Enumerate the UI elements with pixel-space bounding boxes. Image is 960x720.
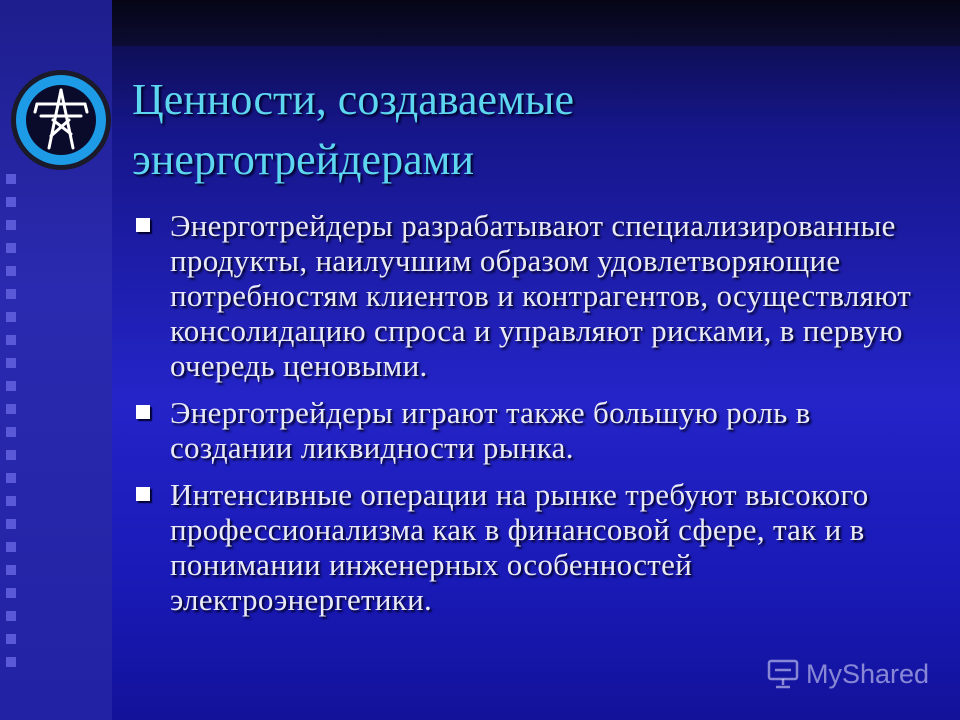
- title-line-1: Ценности, создаваемые: [132, 75, 575, 124]
- presentation-screen-icon: [766, 657, 800, 691]
- power-tower-icon: [9, 68, 113, 172]
- title-line-2: энерготрейдерами: [132, 135, 475, 184]
- bullet-item: [132, 477, 932, 617]
- bullet-text: Интенсивные операции на рынке требуют высокого профессионализма как в финансовой сфере, так и в понимании инженерных особенностей электроэнергетики.: [170, 477, 869, 617]
- decorative-squares: [6, 174, 22, 680]
- bullet-item: [132, 395, 932, 465]
- watermark-label: MyShared: [806, 658, 930, 689]
- watermark: [766, 656, 929, 692]
- bullet-text: Энерготрейдеры играют также большую роль в создании ликвидности рынка.: [170, 395, 811, 465]
- bullet-item: [132, 208, 932, 383]
- slide-title: [132, 70, 892, 190]
- top-dark-band: [112, 0, 960, 46]
- bullet-text: Энерготрейдеры разрабатывают специализированные продукты, наилучшим образом удовлетворяющие потребностям клиентов и контрагентов, осуществляют консолидацию спроса и управляют рисками, в первую очередь ценовыми.: [170, 208, 912, 383]
- square-bullet-icon: [136, 405, 150, 419]
- square-bullet-icon: [136, 218, 150, 232]
- bullet-list: [132, 208, 932, 629]
- square-bullet-icon: [136, 487, 150, 501]
